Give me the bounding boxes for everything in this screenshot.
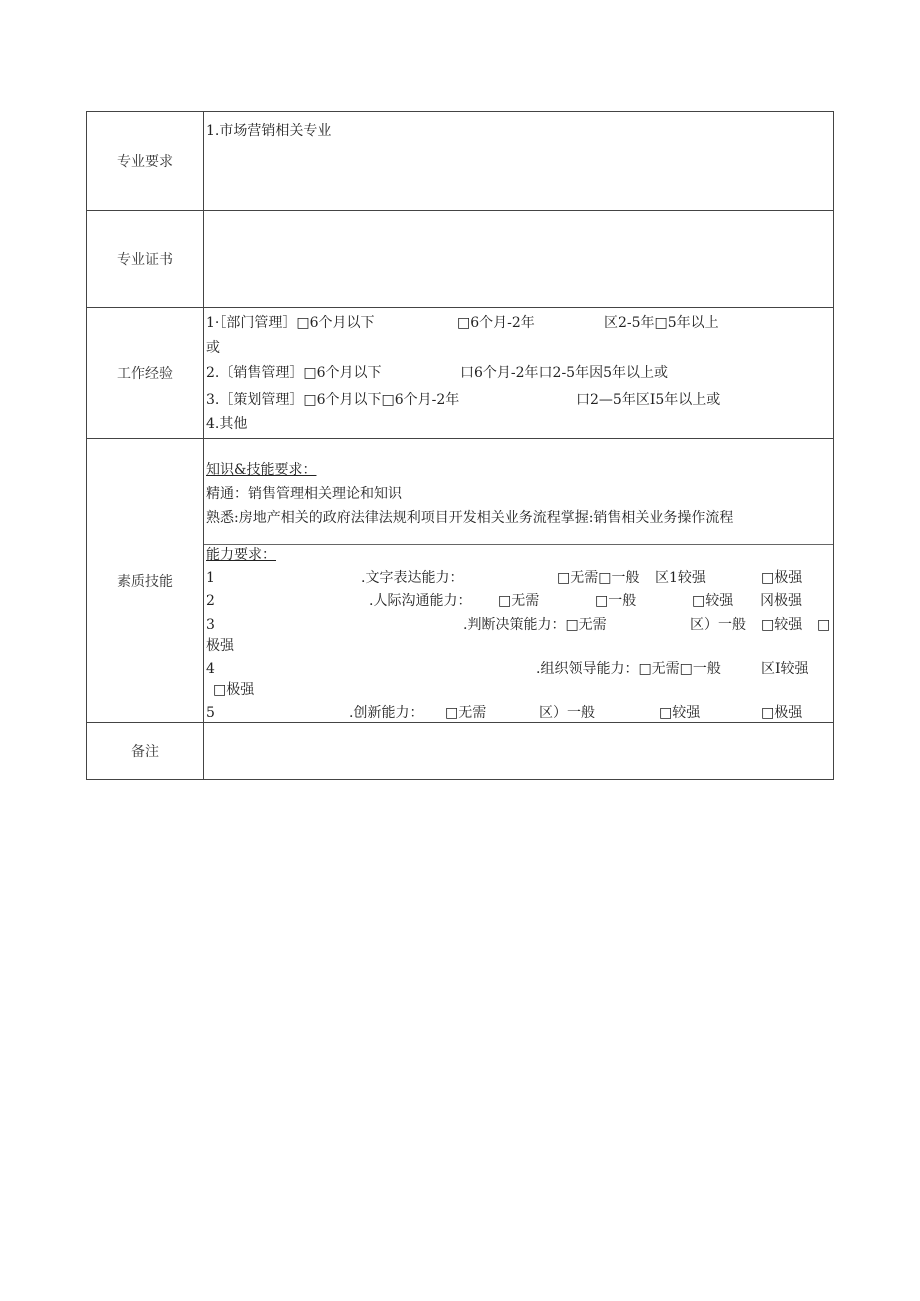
ability-4-cont: □极强	[213, 682, 255, 698]
ability-1-opt-b: 区1较强	[655, 570, 706, 586]
knowledge-title: 知识&技能要求：	[206, 462, 317, 478]
ability-5-opt-b: 区）一般	[539, 705, 595, 721]
ability-2-num: 2	[206, 593, 215, 609]
ability-3-opt-d: □	[817, 617, 831, 633]
ability-3-cont: 极强	[206, 638, 234, 654]
major-line-1: 1.市场营销相关专业	[206, 123, 332, 139]
label-major: 专业要求	[87, 112, 204, 210]
ability-3-opt-c: □较强	[761, 617, 803, 633]
ability-3-opt-b: 区）一般	[690, 617, 746, 633]
row-certificate	[87, 211, 833, 308]
exp-other: 4.其他	[206, 416, 248, 432]
label-skills: 素质技能	[87, 439, 204, 722]
exp-sales-rest: 口6个月-2年口2-5年因5年以上或	[460, 365, 668, 381]
ability-1-opt-c: □极强	[761, 570, 803, 586]
certificate-content	[204, 211, 833, 307]
ability-1-opt-a: □无需□一般	[557, 570, 640, 586]
ability-2-opt-a: □无需	[498, 593, 540, 609]
ability-2-opt-b: □一般	[595, 593, 637, 609]
ability-4-opt-c: 区I较强	[761, 661, 809, 677]
ability-1-num: 1	[206, 570, 215, 586]
ability-2-opt-d: 冈极强	[760, 593, 802, 609]
exp-plan-rest: 口2—5年区I5年以上或	[576, 392, 721, 408]
ability-4-num: 4	[206, 661, 215, 677]
exp-dept-cont: 或	[206, 340, 220, 356]
row-remarks	[87, 723, 833, 779]
major-content	[204, 112, 833, 210]
ability-5-name: .创新能力：	[349, 705, 424, 721]
ability-3-num: 3	[206, 617, 215, 633]
ability-5-num: 5	[206, 705, 215, 721]
skills-divider	[204, 544, 833, 545]
label-remarks: 备注	[87, 723, 204, 779]
row-experience	[87, 308, 833, 439]
exp-dept-prefix: 1·［部门管理］□6个月以下	[206, 315, 375, 331]
ability-1-name: .文字表达能力：	[361, 570, 464, 586]
ability-3-name: .判断决策能力：□无需	[463, 617, 607, 633]
label-experience: 工作经验	[87, 308, 204, 438]
knowledge-proficient: 精通：销售管理相关理论和知识	[206, 486, 402, 502]
knowledge-familiar: 熟悉:房地产相关的政府法律法规利项目开发相关业务流程掌握:销售相关业务操作流程	[206, 510, 734, 526]
remarks-content	[204, 723, 833, 779]
exp-plan-prefix: 3.［策划管理］□6个月以下□6个月-2年	[206, 392, 460, 408]
ability-5-opt-d: □极强	[761, 705, 803, 721]
ability-4-name: .组织领导能力：□无需□一般	[536, 661, 721, 677]
ability-5-opt-c: □较强	[659, 705, 701, 721]
exp-dept-opt3: 区2-5年□5年以上	[604, 315, 719, 331]
exp-sales-prefix: 2.〔销售管理］□6个月以下	[206, 365, 382, 381]
row-skills	[87, 439, 833, 723]
experience-content	[204, 308, 833, 438]
job-requirements-table	[86, 111, 834, 780]
skills-content	[204, 439, 833, 722]
ability-5-opt-a: □无需	[445, 705, 487, 721]
ability-title: 能力要求：	[206, 547, 276, 563]
exp-dept-opt2: □6个月-2年	[457, 315, 535, 331]
ability-2-opt-c: □较强	[692, 593, 734, 609]
ability-2-name: .人际沟通能力：	[369, 593, 472, 609]
row-major	[87, 112, 833, 211]
label-certificate: 专业证书	[87, 211, 204, 307]
